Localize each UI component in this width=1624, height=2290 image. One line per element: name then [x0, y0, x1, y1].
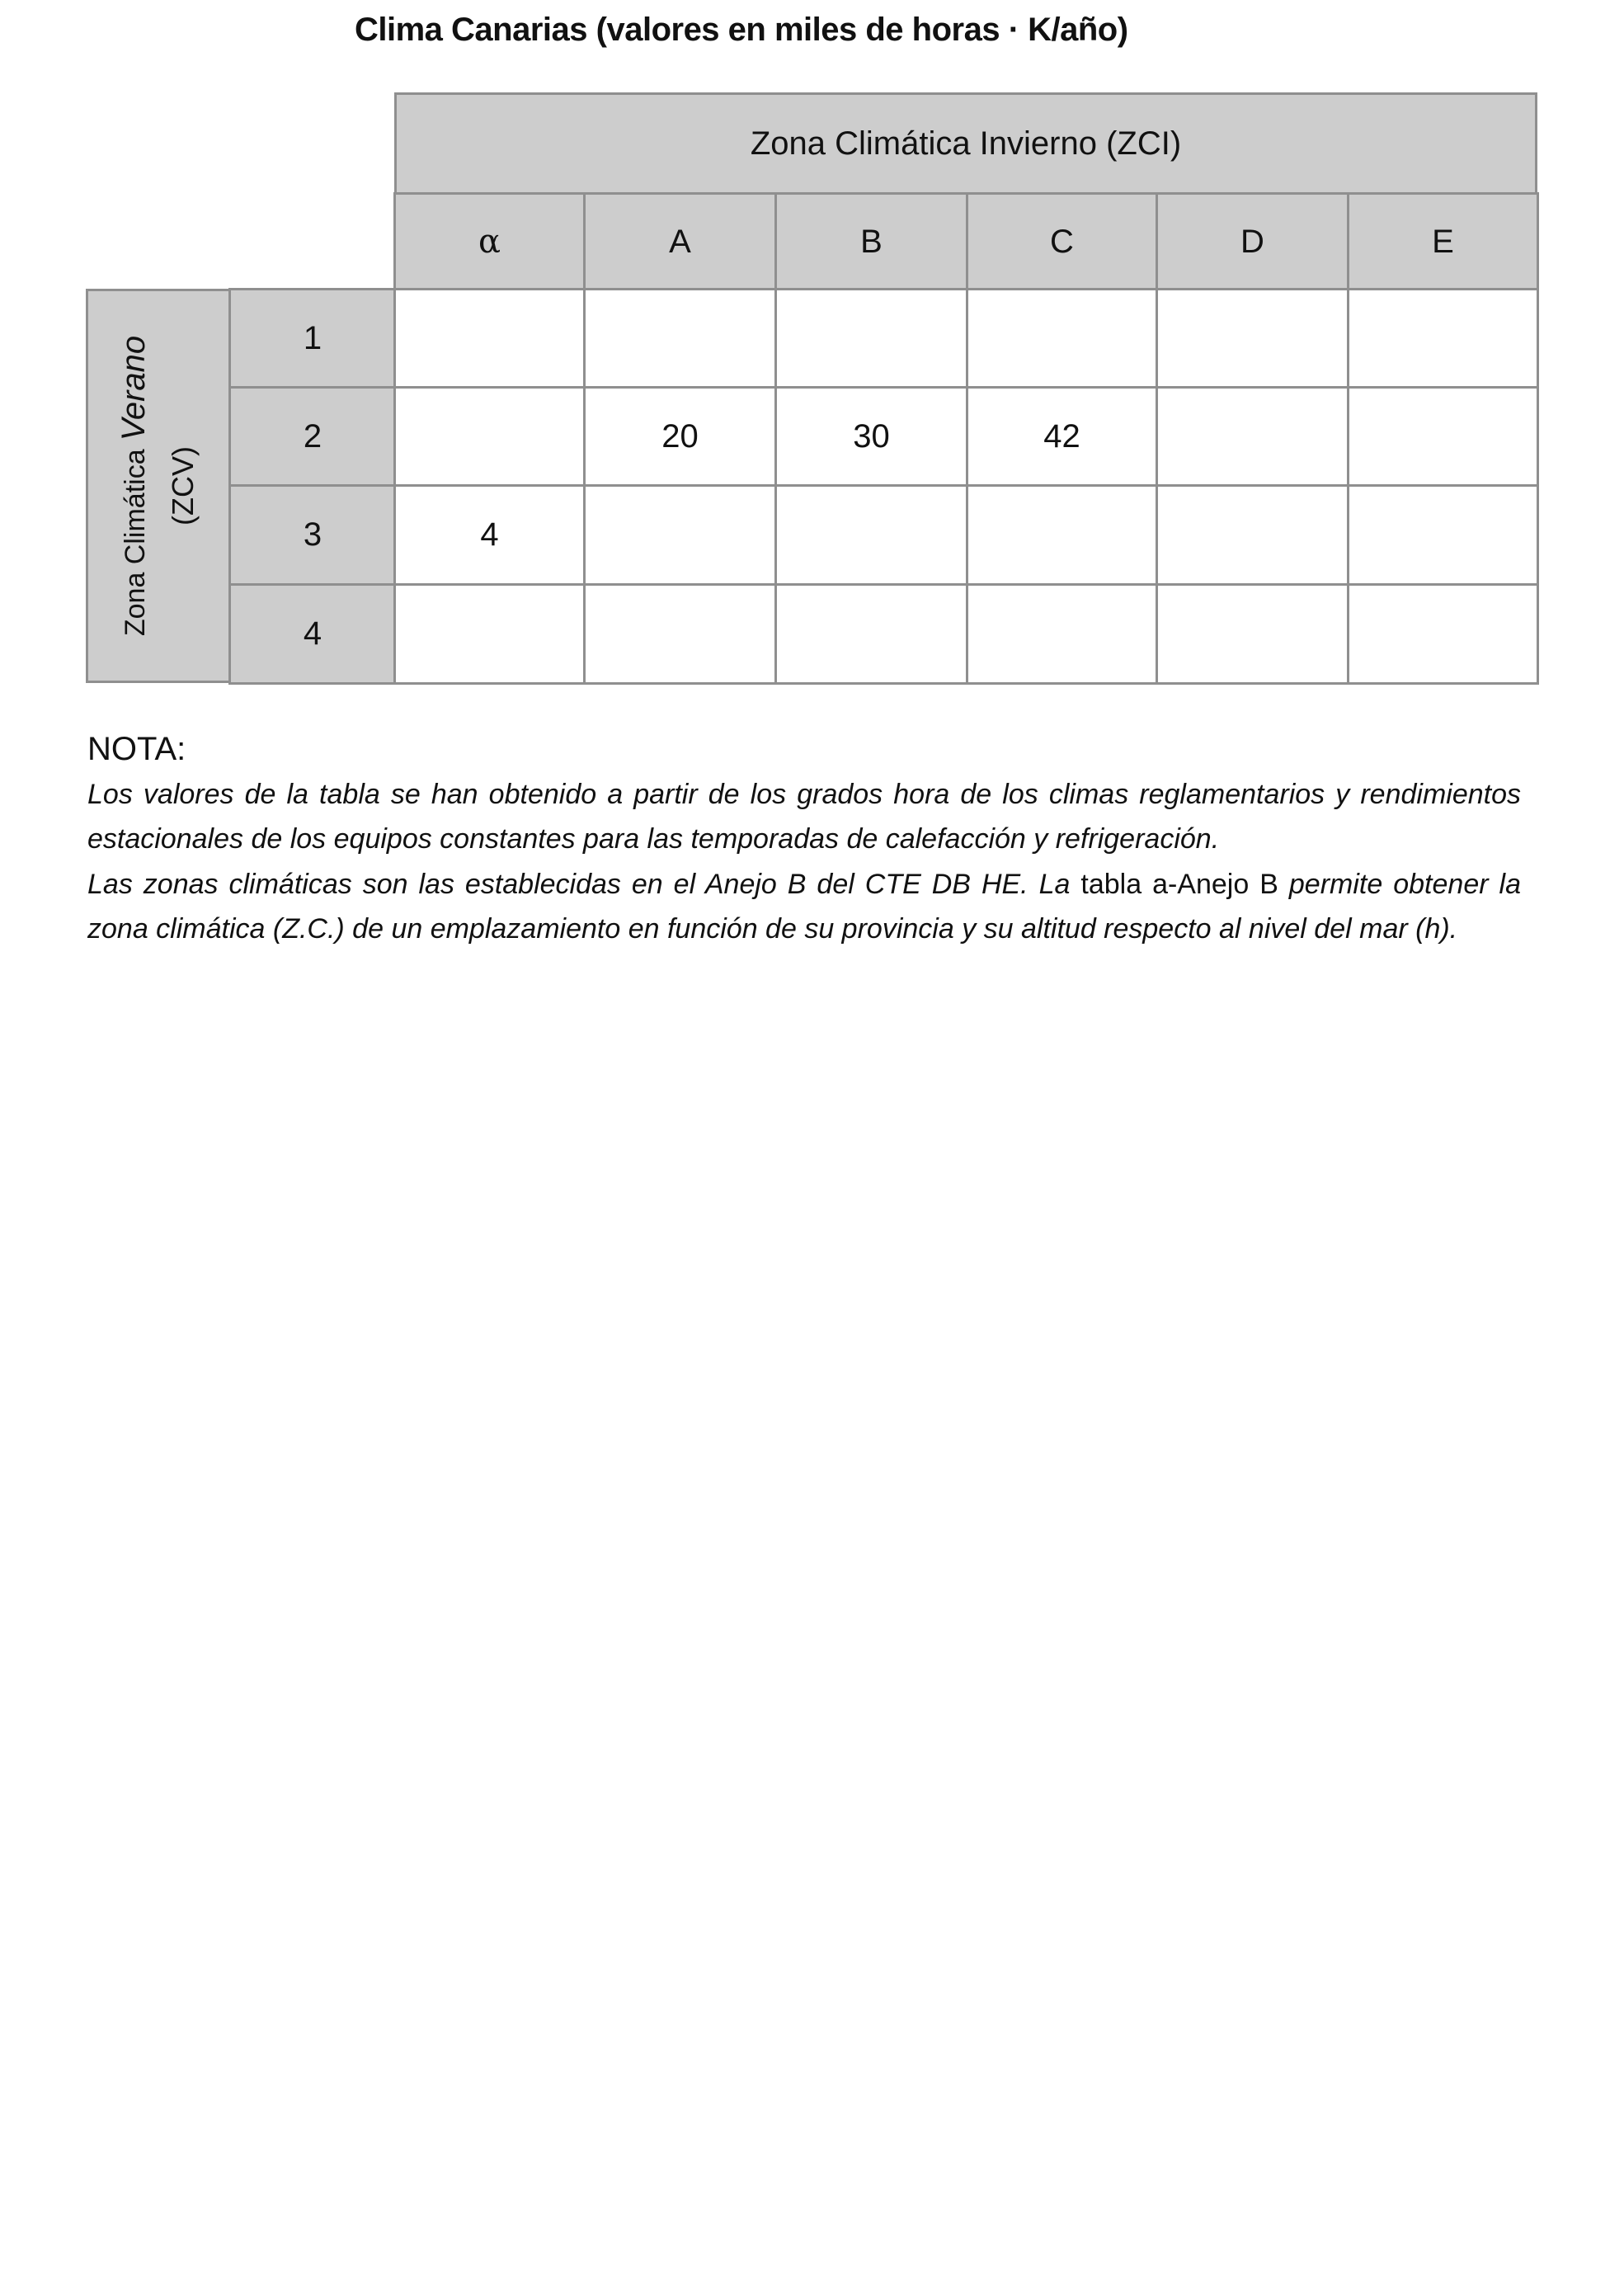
summer-header-part2: Verano: [115, 335, 152, 441]
table-cell: [774, 386, 968, 487]
column-header-d: [1156, 192, 1349, 291]
table-cell-value: 30: [853, 417, 890, 455]
winter-zone-header: [394, 92, 1537, 195]
table-cell: [583, 288, 777, 389]
table-cell: [583, 386, 777, 487]
note-paragraph-2-part-a: Las zonas climáticas son las establecidas en el Anejo B del CTE DB HE. La: [87, 869, 1081, 900]
column-header-label: D: [1240, 223, 1264, 260]
row-header-label: 2: [303, 417, 322, 455]
column-header-e: [1347, 192, 1539, 291]
table-cell: [393, 484, 586, 586]
row-header-label: 3: [303, 516, 322, 553]
table-cell: [1347, 583, 1539, 685]
column-header-b: [774, 192, 968, 291]
column-header-label: E: [1432, 223, 1454, 260]
summer-zone-header-label: [110, 292, 207, 680]
column-header-alpha: [393, 192, 586, 291]
column-header-label: α: [478, 223, 501, 261]
table-cell: [1347, 288, 1539, 389]
column-header-a: [583, 192, 777, 291]
table-cell: [774, 484, 968, 586]
summer-header-part3: (ZCV): [166, 446, 200, 525]
note-paragraph-2-table-ref: tabla a-Anejo B: [1080, 869, 1278, 900]
table-cell: [393, 288, 586, 389]
row-header-label: 1: [303, 319, 322, 356]
row-header-2: [228, 386, 397, 487]
table-cell-value: 42: [1043, 417, 1080, 455]
table-cell: [966, 288, 1158, 389]
row-header-1: [228, 288, 397, 389]
row-header-3: [228, 484, 397, 586]
table-cell: [966, 583, 1158, 685]
table-cell: [393, 583, 586, 685]
table-cell: [1156, 288, 1349, 389]
summer-header-part1: Zona Climática: [120, 449, 151, 637]
table-cell: [966, 484, 1158, 586]
row-header-4: [228, 583, 397, 685]
column-header-label: C: [1050, 223, 1074, 260]
table-cell: [774, 288, 968, 389]
column-header-c: [966, 192, 1158, 291]
table-cell-value: 4: [480, 516, 499, 553]
table-cell: [1347, 484, 1539, 586]
table-cell: [393, 386, 586, 487]
table-cell: [1156, 386, 1349, 487]
column-header-label: B: [860, 223, 883, 260]
note-heading: NOTA:: [87, 731, 186, 767]
table-cell-value: 20: [661, 417, 699, 455]
table-cell: [1156, 484, 1349, 586]
column-header-label: A: [669, 223, 691, 260]
row-header-label: 4: [303, 615, 322, 652]
table-cell: [1156, 583, 1349, 685]
table-cell: [583, 583, 777, 685]
note-paragraph-2-part-c: permite obtener la zona climática (Z.C.) de un emplazamiento en función de su provincia y su altitud respecto al nivel del mar (h).: [87, 869, 1521, 945]
page-title: Clima Canarias (valores en miles de horas · K/año): [355, 12, 1128, 48]
table-cell: [1347, 386, 1539, 487]
table-cell: [774, 583, 968, 685]
winter-zone-header-label: Zona Climática Invierno (ZCI): [750, 125, 1182, 162]
table-cell: [583, 484, 777, 586]
summer-zone-header: [86, 289, 231, 683]
table-cell: [966, 386, 1158, 487]
note-paragraph-1: Los valores de la tabla se han obtenido a partir de los grados hora de los climas reglamentarios y rendimientos estacionales de los equipos constantes para las temporadas de calefacción y refrigeración.: [87, 779, 1521, 855]
note-paragraph-2: [87, 862, 1521, 951]
